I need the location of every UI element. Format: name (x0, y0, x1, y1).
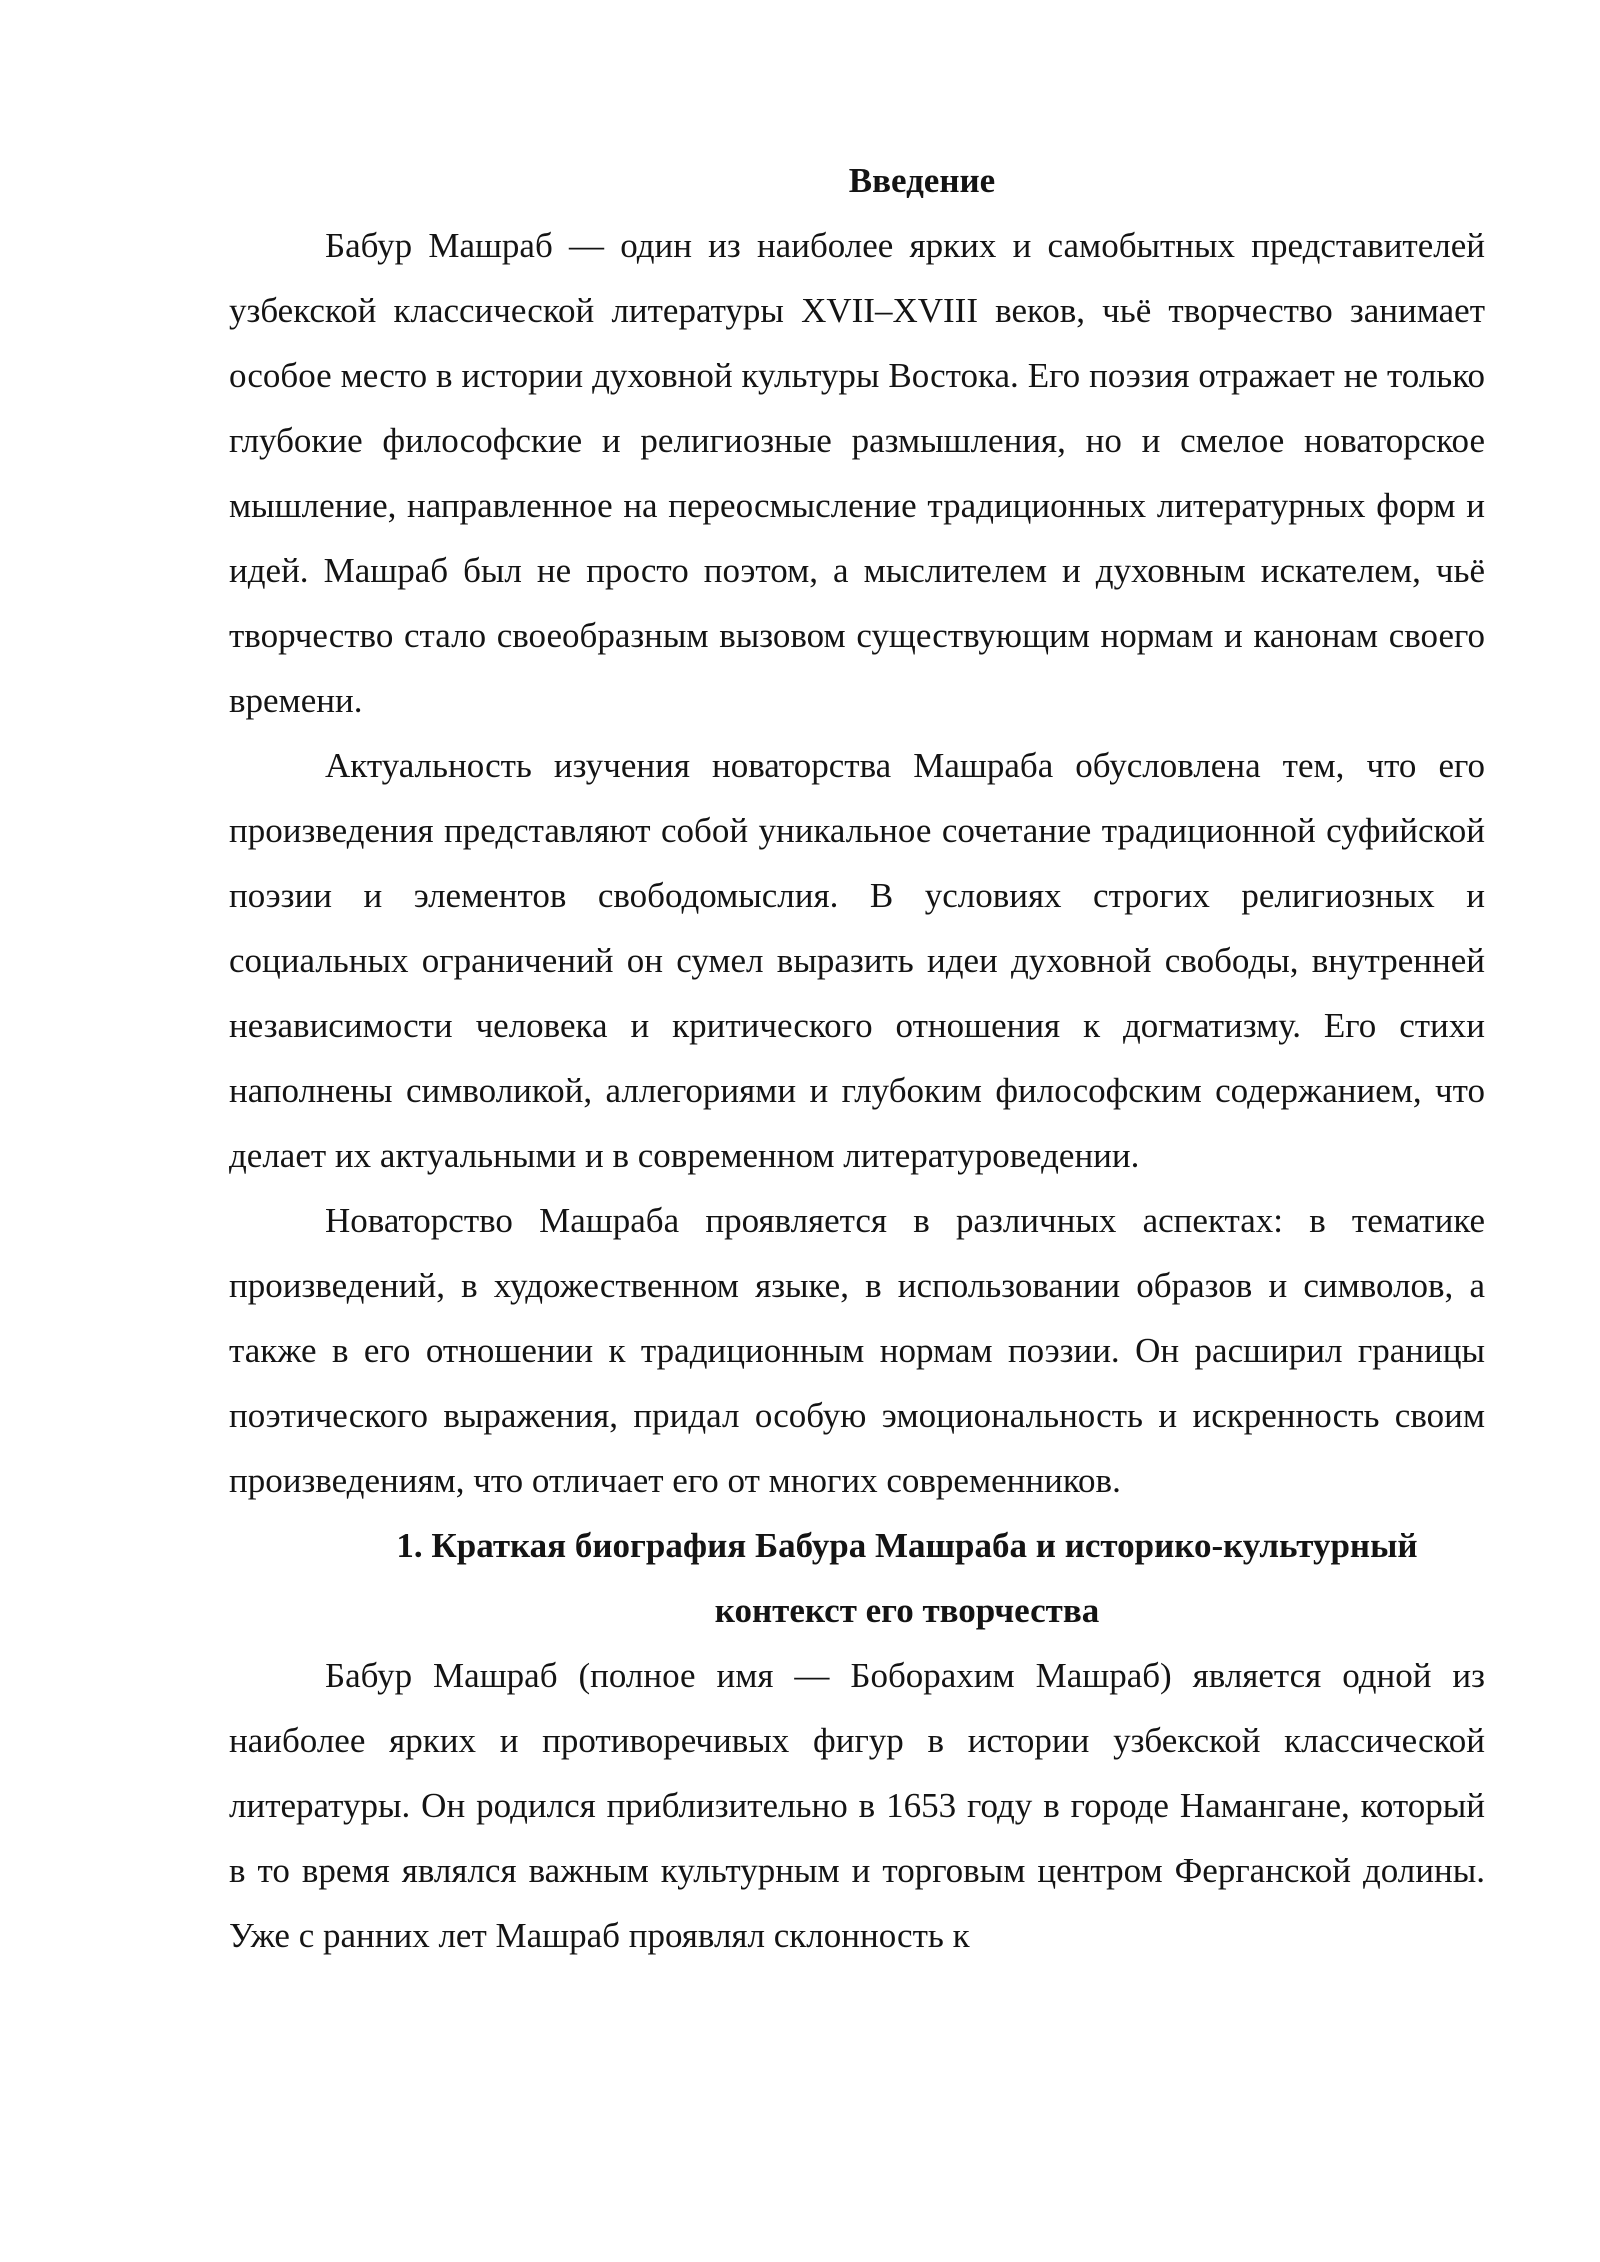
document-page (229, 148, 1485, 1968)
section-1-heading-line-2: контекст его творчества (714, 1591, 1100, 1630)
intro-paragraph-3: Новаторство Машраба проявляется в различных аспектах: в тематике произведений, в художественном языке, в использовании образов и символов, а также в его отношении к традиционным нормам поэзии. Он расширил границы поэтического выражения, придал особую эмоциональность и искренность своим произведениям, что отличает его от многих современников. (229, 1201, 1485, 1500)
section-1-paragraph-1: Бабур Машраб (полное имя — Боборахим Машраб) является одной из наиболее ярких и противоречивых фигур в истории узбекской классической литературы. Он родился приблизительно в 1653 году в городе Намангане, который в то время являлся важным культурным и торговым центром Ферганской долины. Уже с ранних лет Машраб проявлял склонность к (229, 1656, 1485, 1955)
section-1-heading-line-1: 1. Краткая биография Бабура Машраба и историко-культурный (396, 1526, 1418, 1565)
intro-paragraph-1: Бабур Машраб — один из наиболее ярких и самобытных представителей узбекской классической литературы XVII–XVIII веков, чьё творчество занимает особое место в истории духовной культуры Востока. Его поэзия отражает не только глубокие философские и религиозные размышления, но и смелое новаторское мышление, направленное на переосмысление традиционных литературных форм и идей. Машраб был не просто поэтом, а мыслителем и духовным искателем, чьё творчество стало своеобразным вызовом существующим нормам и канонам своего времени. (229, 226, 1485, 720)
intro-heading: Введение (848, 161, 996, 200)
section-1-heading (229, 1513, 1485, 1643)
intro-paragraph-2: Актуальность изучения новаторства Машраба обусловлена тем, что его произведения представляют собой уникальное сочетание традиционной суфийской поэзии и элементов свободомыслия. В условиях строгих религиозных и социальных ограничений он сумел выразить идеи духовной свободы, внутренней независимости человека и критического отношения к догматизму. Его стихи наполнены символикой, аллегориями и глубоким философским содержанием, что делает их актуальными и в современном литературоведении. (229, 746, 1485, 1175)
